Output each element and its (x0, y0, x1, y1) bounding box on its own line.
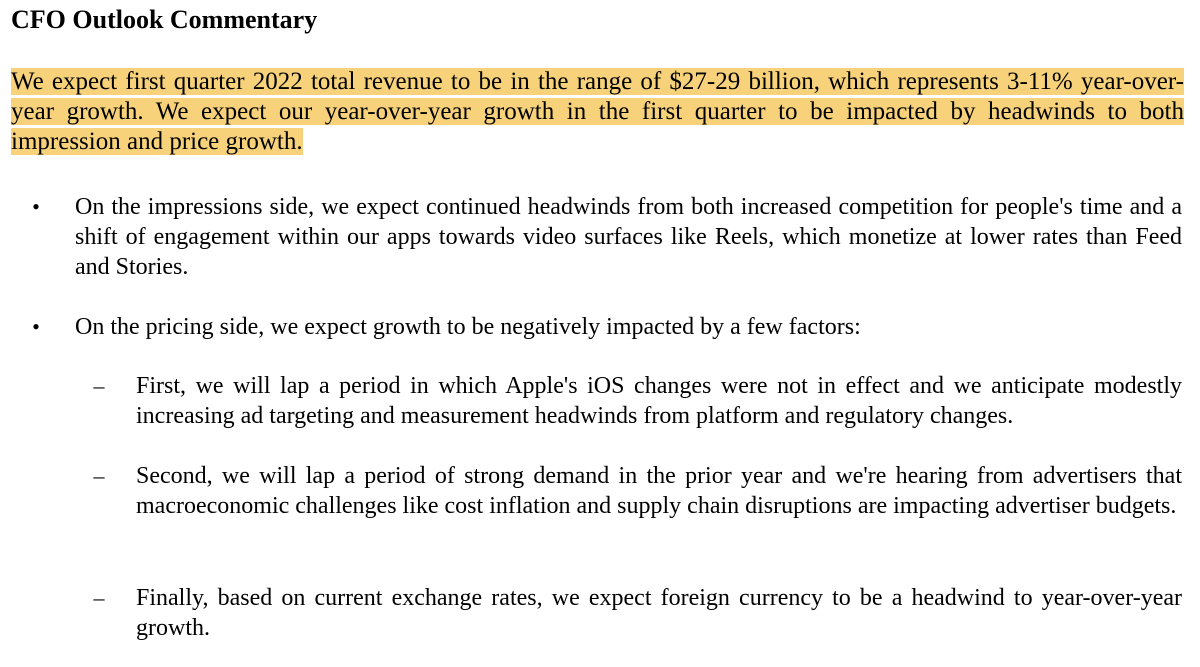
sub-bullet-text: Second, we will lap a period of strong demand in the prior year and we're hearing from advertisers that macroeconomic challenges like cost inflation and supply chain disruptions are impacting advertiser budgets. (136, 463, 1182, 519)
bullet-text: On the pricing side, we expect growth to be negatively impacted by a few factors: (75, 314, 861, 340)
sub-bullet-text: Finally, based on current exchange rates, we expect foreign currency to be a headwind to year-over-year growth. (136, 585, 1182, 641)
dash-marker: – (93, 585, 105, 610)
dash-marker: – (93, 463, 105, 488)
bullet-marker: • (32, 314, 40, 339)
dash-marker: – (93, 373, 105, 398)
lead-paragraph (11, 67, 1184, 157)
sub-bullet-text: First, we will lap a period in which Apple's iOS changes were not in effect and we anticipate modestly increasing ad targeting and measurement headwinds from platform and regulatory changes. (136, 373, 1182, 429)
page-title: CFO Outlook Commentary (11, 5, 318, 34)
bullet-marker: • (32, 194, 40, 219)
highlighted-text: We expect first quarter 2022 total revenue to be in the range of $27-29 billion, which represents 3-11% year-over-year growth. We expect our year-over-year growth in the first quarter to be impacted by headwinds to both impression and price growth. (11, 68, 1184, 155)
bullet-text: On the impressions side, we expect continued headwinds from both increased competition for people's time and a shift of engagement within our apps towards video surfaces like Reels, which monetize at lower rates than Feed and Stories. (75, 194, 1182, 280)
